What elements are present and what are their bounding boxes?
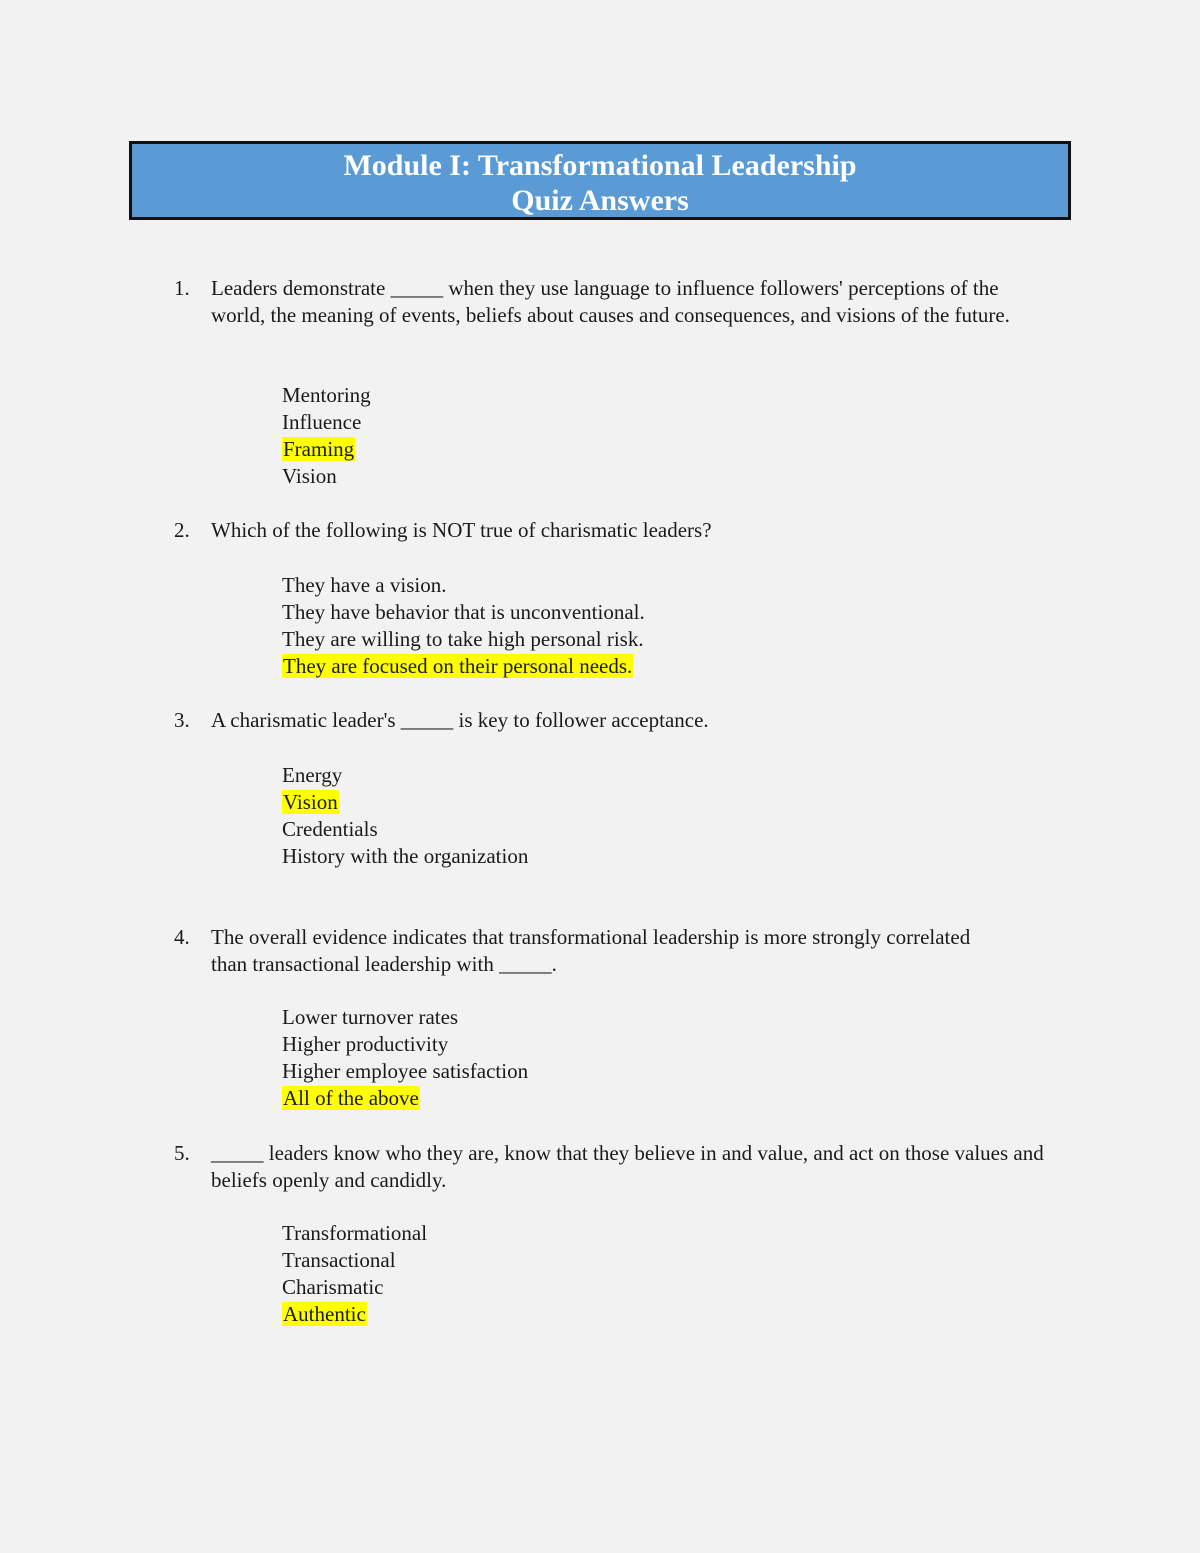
correct-answer-highlight: All of the above (283, 1086, 419, 1110)
option-label: Mentoring (282, 383, 371, 407)
answer-options (282, 762, 528, 870)
question-number: 1. (174, 276, 190, 300)
option-label: History with the organization (282, 844, 529, 868)
answer-options (282, 572, 645, 680)
answer-option (282, 409, 371, 436)
answer-option (282, 572, 645, 599)
option-label: Lower turnover rates (282, 1005, 459, 1029)
answer-option-correct (282, 1085, 528, 1112)
title-banner (129, 141, 1071, 220)
answer-option (282, 816, 528, 843)
question-text: The overall evidence indicates that transformational leadership is more strongly correlated than transactional leadership with _____. (211, 925, 971, 976)
correct-answer-highlight: Framing (283, 437, 355, 461)
answer-option (282, 1274, 427, 1301)
answer-option (282, 843, 528, 870)
option-label: Higher employee satisfaction (282, 1059, 529, 1083)
correct-answer-highlight: They are focused on their personal needs. (283, 654, 633, 678)
answer-option (282, 1004, 528, 1031)
answer-option (282, 626, 645, 653)
correct-answer-highlight: Authentic (283, 1302, 366, 1326)
answer-option (282, 599, 645, 626)
answer-option (282, 762, 528, 789)
answer-options (282, 1004, 528, 1112)
answer-option-correct (282, 436, 371, 463)
answer-options (282, 1220, 427, 1328)
question-text: Which of the following is NOT true of charismatic leaders? (211, 518, 712, 542)
answer-option (282, 1031, 528, 1058)
page-subtitle: Quiz Answers (511, 184, 689, 217)
question-text: _____ leaders know who they are, know that they believe in and value, and act on those values and beliefs openly and candidly. (211, 1141, 1044, 1192)
question-number: 3. (174, 708, 190, 732)
option-label: Credentials (282, 817, 378, 841)
question-text: A charismatic leader's _____ is key to follower acceptance. (211, 708, 709, 732)
answer-option (282, 1058, 528, 1085)
question-number: 2. (174, 518, 190, 542)
answer-option (282, 1220, 427, 1247)
option-label: They have a vision. (282, 573, 447, 597)
answer-option (282, 382, 371, 409)
option-label: Transformational (282, 1221, 428, 1245)
page-title: Module I: Transformational Leadership (343, 149, 857, 182)
option-label: They have behavior that is unconventional. (282, 600, 645, 624)
option-label: Higher productivity (282, 1032, 449, 1056)
answer-option (282, 463, 371, 490)
question-text: Leaders demonstrate _____ when they use language to influence followers' perceptions of the world, the meaning of events, beliefs about causes and consequences, and visions of the future. (211, 276, 1010, 327)
question-number: 4. (174, 925, 190, 949)
answer-option-correct (282, 1301, 427, 1328)
option-label: Influence (282, 410, 362, 434)
answer-options (282, 382, 371, 490)
option-label: Charismatic (282, 1275, 384, 1299)
answer-option-correct (282, 789, 528, 816)
option-label: They are willing to take high personal risk. (282, 627, 644, 651)
answer-option (282, 1247, 427, 1274)
correct-answer-highlight: Vision (283, 790, 338, 814)
option-label: Energy (282, 763, 343, 787)
option-label: Transactional (282, 1248, 396, 1272)
question-number: 5. (174, 1141, 190, 1165)
option-label: Vision (282, 464, 337, 488)
answer-option-correct (282, 653, 645, 680)
